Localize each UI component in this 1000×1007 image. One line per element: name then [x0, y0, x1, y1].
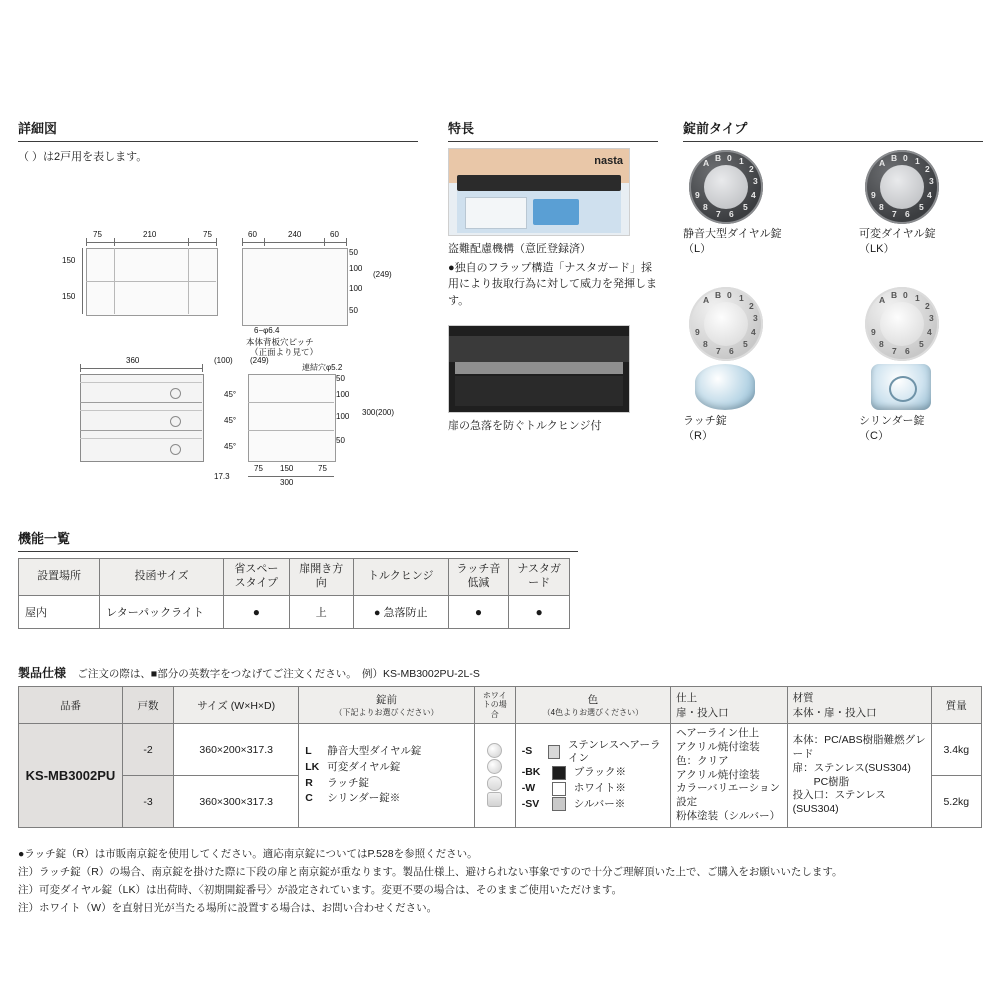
td-hinge: ● 急落防止 — [353, 595, 448, 628]
th-lock-main: 錠前 — [376, 694, 397, 706]
lock-name-c: シリンダー錠 — [859, 414, 925, 427]
th-weight: 質量 — [931, 687, 981, 724]
color-option-s — [522, 739, 664, 765]
latch-knob-icon — [695, 364, 755, 410]
th-size: サイズ (W×H×D) — [174, 687, 299, 724]
cylinder-lock-icon — [871, 364, 931, 410]
lock-name-l: 静音大型ダイヤル錠 — [683, 228, 782, 240]
lock-type-column — [683, 118, 983, 449]
spec-header-row — [19, 687, 982, 724]
th-white-label: ホワイトの場合 — [482, 690, 507, 719]
material-line-3: PC樹脂 — [792, 775, 850, 788]
th-lock-sub: （下記よりお選びください） — [334, 708, 439, 717]
color-label-w: ホワイト※ — [573, 781, 626, 794]
lock-code-lk: （LK） — [859, 242, 895, 255]
lock-option-c — [305, 791, 468, 807]
lock-name-lk: 可変ダイヤル錠 — [859, 228, 936, 240]
lock-code-l: （L） — [683, 242, 712, 255]
feature-caption-2: 扉の急落を防ぐトルクヒンジ付 — [448, 420, 602, 433]
function-rule — [18, 551, 578, 552]
lock-label-l — [683, 227, 801, 257]
white-latch-icon-r — [487, 776, 502, 791]
footnotes — [18, 846, 978, 918]
color-label-s: ステンレスヘアーライン — [567, 738, 661, 764]
th-finish — [671, 687, 787, 724]
finish-line-5: カラーバリエーション設定 — [676, 782, 780, 809]
th-material-sub: 本体・扉・投入口 — [792, 707, 877, 719]
function-title: 機能一覧 — [18, 531, 71, 546]
lock-option-r — [305, 776, 468, 792]
feature-column — [448, 118, 658, 437]
material-line-2: 扉：ステンレス(SUS304) — [792, 761, 911, 774]
footnote-3: 注）可変ダイヤル錠（LK）は出荷時、〈初期開錠番号〉が設定されています。変更不要の場合は、そのままご使用いただけます。 — [18, 884, 623, 896]
feature-rule — [448, 141, 658, 142]
td-model: KS-MB3002PU — [19, 724, 123, 828]
dial-icon-light-1: A B 0 1 2 3 4 5 6 7 8 9 — [689, 287, 763, 361]
td-size-1: 360×200×317.3 — [174, 724, 299, 776]
spec-title-row — [18, 664, 982, 681]
th-material — [787, 687, 931, 724]
color-code-sv: -SV — [521, 797, 540, 810]
footnote-1: ●ラッチ錠（R）は市販南京錠を使用してください。適応南京錠についてはP.528を参照ください。 — [18, 848, 478, 860]
th-color-sub: （4色よりお選びください） — [542, 708, 644, 717]
table-header-row — [19, 559, 570, 596]
detail-drawing-column — [18, 118, 418, 494]
lock-label-c — [859, 414, 977, 444]
lock-option-label-l: 静音大型ダイヤル錠 — [327, 745, 422, 757]
lock-cell-c-photo — [859, 364, 977, 444]
th-door: 扉開き方向 — [289, 559, 353, 596]
color-code-s: -S — [521, 745, 533, 757]
color-option-bk — [522, 765, 664, 781]
td-weight-1: 3.4kg — [931, 724, 981, 776]
th-place: 設置場所 — [19, 559, 100, 596]
detail-upper-drawings: 75 210 75 150 150 60 240 60 50 100 100 50 (249) 6−φ6.4 本体背板穴ピッチ （正面より見て） — [62, 230, 392, 357]
td-lock-list — [299, 724, 475, 828]
th-koji: 戸数 — [122, 687, 173, 724]
th-color-main: 色 — [587, 694, 599, 706]
function-section — [18, 528, 578, 629]
lock-cell-c — [859, 285, 977, 364]
td-material — [787, 724, 931, 828]
footnote-2: 注）ラッチ錠（R）の場合、南京錠を掛けた際に下段の扉と南京錠が重なります。製品仕様上、避けられない事象ですので十分ご理解頂いた上で、ご購入をお願いいたします。 — [18, 866, 843, 878]
lock-cell-lk — [859, 148, 977, 257]
lock-option-label-lk: 可変ダイヤル錠 — [327, 760, 401, 773]
table-row — [19, 595, 570, 628]
color-swatch-bk — [552, 766, 566, 780]
lock-option-code-r: R — [305, 776, 313, 789]
td-door: 上 — [289, 595, 353, 628]
td-place: 屋内 — [19, 595, 100, 628]
top-section — [18, 118, 982, 487]
dial-icon-l: A B 0 1 2 3 4 5 6 7 8 9 — [689, 150, 763, 224]
td-white-icons — [474, 724, 515, 828]
lock-title: 錠前タイプ — [683, 121, 748, 136]
td-weight-2: 5.2kg — [931, 776, 981, 828]
lock-option-code-c: C — [305, 792, 313, 805]
th-white — [474, 687, 515, 724]
white-dial-icon-l — [487, 743, 502, 758]
th-material-main: 材質 — [792, 692, 814, 704]
color-code-bk: -BK — [521, 766, 541, 778]
td-koji-2: -3 — [122, 776, 173, 828]
lock-label-r — [683, 414, 801, 444]
footnote-4: 注）ホワイト（W）を直射日光が当たる場所に設置する場合は、お問い合わせください。 — [18, 902, 438, 914]
finish-line-4: アクリル焼付塗装 — [676, 768, 760, 781]
td-finish — [671, 724, 787, 828]
th-latch: ラッチ音低減 — [448, 559, 509, 596]
td-size: レターパックライト — [100, 595, 224, 628]
th-hinban: 品番 — [19, 687, 123, 724]
th-finish-main: 仕上 — [676, 692, 698, 704]
lock-option-code-l: L — [305, 745, 312, 757]
color-label-sv: シルバー※ — [573, 797, 626, 810]
color-option-sv — [522, 797, 664, 813]
td-size-2: 360×300×317.3 — [174, 776, 299, 828]
detail-note: （ ）は2戸用を表します。 — [18, 151, 148, 163]
lock-cell-r-photo — [683, 364, 801, 444]
lock-grid — [683, 148, 983, 449]
td-color-list — [515, 724, 670, 828]
material-line-4: 投入口：ステンレス(SUS304) — [792, 789, 886, 816]
spec-section — [18, 664, 982, 828]
th-space: 省スペースタイプ — [223, 559, 289, 596]
lock-cell-l — [683, 148, 801, 257]
th-guard: ナスタガード — [509, 559, 570, 596]
spec-row-1 — [19, 724, 982, 776]
th-size: 投函サイズ — [100, 559, 224, 596]
color-label-bk: ブラック※ — [573, 766, 626, 778]
spec-table — [18, 686, 982, 828]
th-lock — [299, 687, 475, 724]
finish-line-2: アクリル焼付塗装 — [676, 740, 760, 753]
detail-lower-drawings: 360 (100) (249) 連結穴φ5.2 50 100 100 50 300(200) 45° 45° 45° 75 150 75 300 17.3 — [18, 354, 418, 494]
lock-option-label-c: シリンダー錠※ — [327, 792, 401, 805]
color-option-w — [522, 781, 664, 797]
dial-icon-lk: A B 0 1 2 3 4 5 6 7 8 9 — [865, 150, 939, 224]
detail-rule — [18, 141, 418, 142]
color-swatch-sv — [552, 797, 566, 811]
color-swatch-s — [548, 745, 560, 759]
lock-option-code-lk: LK — [305, 760, 320, 773]
lock-option-label-r: ラッチ錠 — [327, 776, 370, 789]
lock-name-r: ラッチ錠 — [683, 414, 727, 427]
lock-option-lk — [305, 760, 468, 776]
lock-cell-r — [683, 285, 801, 364]
finish-line-3: 色：クリア — [676, 754, 729, 767]
color-code-w: -W — [521, 781, 536, 794]
feature-body-1: ●独自のフラップ構造「ナスタガード」採用により抜取行為に対して威力を発揮します。 — [448, 261, 657, 307]
white-cylinder-icon-c — [487, 792, 502, 807]
lock-code-c: （C） — [859, 429, 889, 442]
spec-note: ご注文の際は、■部分の英数字をつなげてご注文ください。 例）KS-MB3002PU-2L-S — [77, 668, 480, 680]
td-guard: ● — [509, 595, 570, 628]
feature-title: 特長 — [448, 121, 475, 136]
lock-rule — [683, 141, 983, 142]
feature-caption-1: 盗難配慮機構（意匠登録済） — [448, 243, 591, 255]
dial-icon-light-2: A B 0 1 2 3 4 5 6 7 8 9 — [865, 287, 939, 361]
nasta-logo: nasta — [594, 155, 623, 167]
td-space: ● — [223, 595, 289, 628]
detail-title: 詳細図 — [18, 121, 58, 136]
white-dial-icon-lk — [487, 759, 502, 774]
finish-line-1: ヘアーライン仕上 — [676, 727, 760, 739]
lock-label-lk — [859, 227, 977, 257]
color-swatch-w — [552, 782, 566, 796]
function-table — [18, 558, 570, 629]
td-koji-1: -2 — [122, 724, 173, 776]
td-latch: ● — [448, 595, 509, 628]
th-color — [515, 687, 670, 724]
material-line-1: 本体：PC/ABS樹脂難燃グレード — [792, 733, 926, 760]
feature-photo-1 — [448, 148, 630, 236]
lock-code-r: （R） — [683, 429, 713, 442]
th-hinge: トルクヒンジ — [353, 559, 448, 596]
lock-option-l — [305, 744, 468, 760]
spec-title: 製品仕様 — [18, 666, 67, 680]
th-finish-sub: 扉・投入口 — [676, 707, 729, 719]
feature-photo-2 — [448, 325, 630, 413]
finish-line-6: 粉体塗装（シルバー） — [676, 810, 781, 823]
